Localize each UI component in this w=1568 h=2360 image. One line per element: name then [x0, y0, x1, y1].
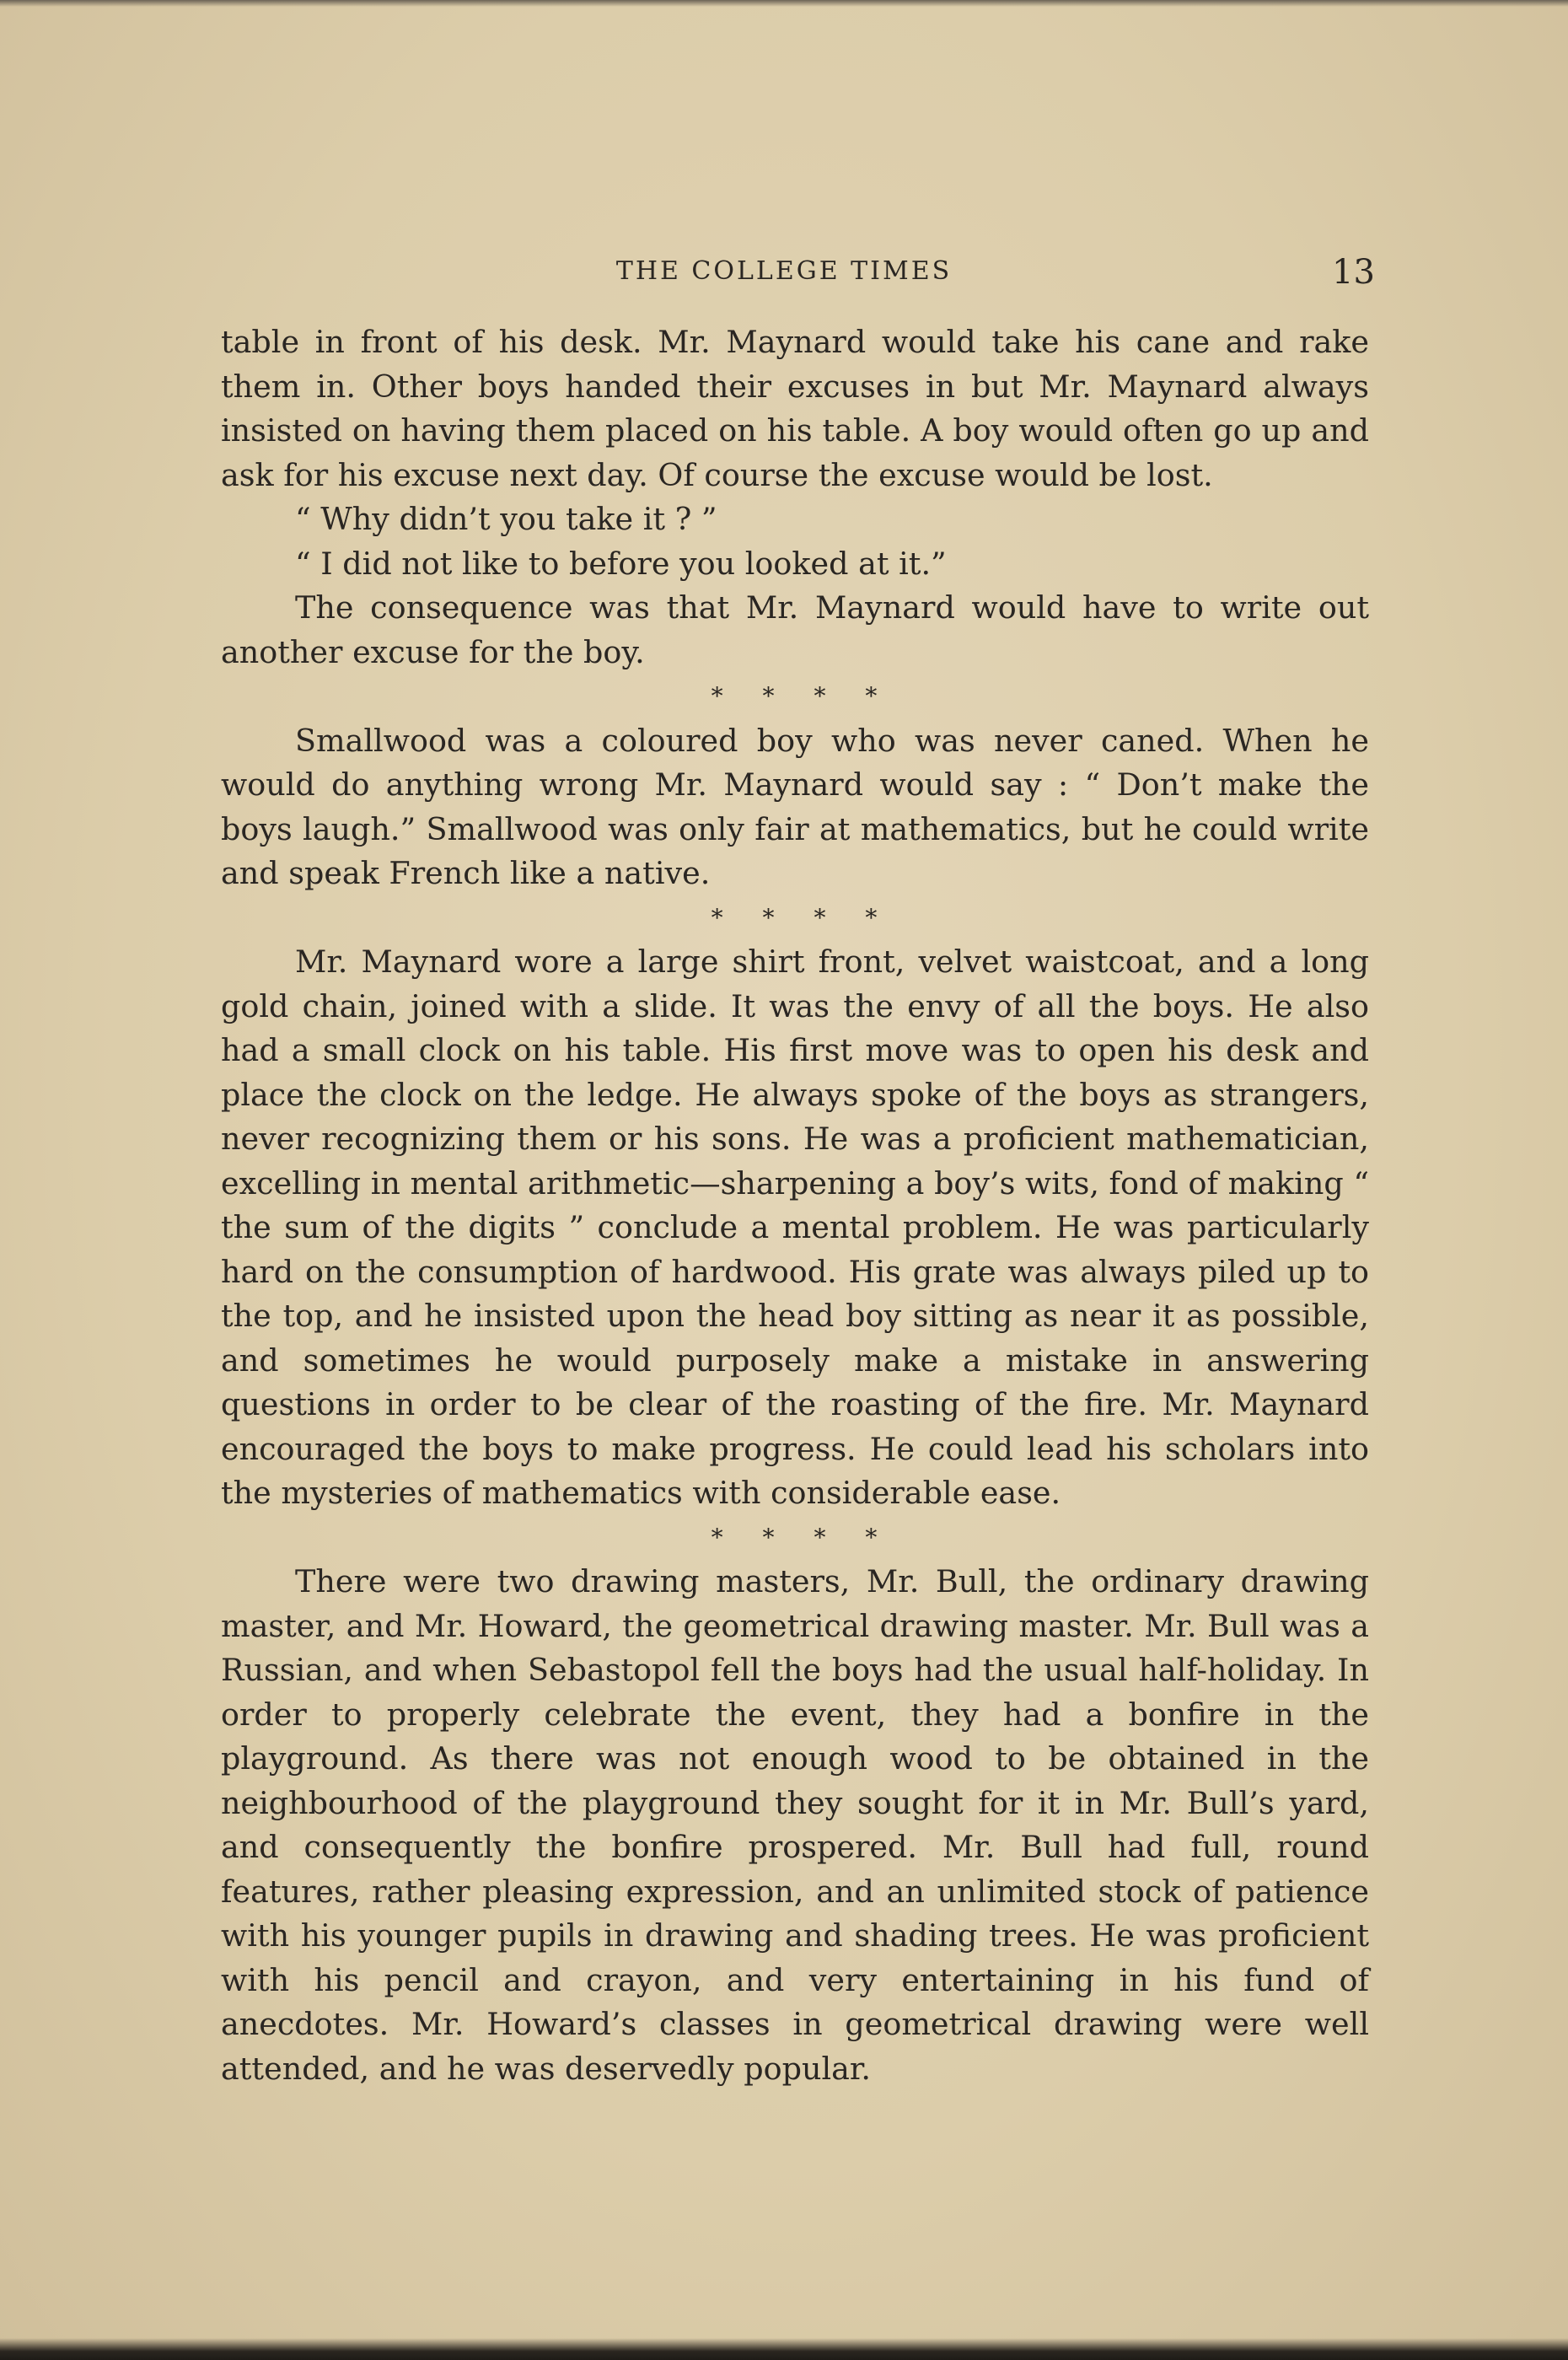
page-bottom-edge [0, 2338, 1568, 2360]
body-text [221, 320, 1369, 2091]
paragraph-dialogue-question: “ Why didn’t you take it ? ” [295, 501, 717, 537]
running-title: THE COLLEGE TIMES [615, 256, 953, 286]
paragraph-maynard-description: Mr. Maynard wore a large shirt front, velvet waistcoat, and a long gold chain, joined with a slide. It was the envy of all the boys. He also had a small clock on his table. His first move was to open his desk and place the clock on the ledge. He always spoke of the boys as strangers, never recognizing them or his sons. He was a proficient mathematician, excelling in mental arithmetic—sharpening a boy’s wits, fond of making “ the sum of the digits ” conclude a mental problem. He was particularly hard on the consumption of hardwood. His grate was always piled up to the top, and he insisted upon the head boy sitting as near it as possible, and sometimes he would purposely make a mistake in answering questions in order to be clear of the roasting of the fire. Mr. Maynard encouraged the boys to make progress. He could lead his scholars into the mysteries of mathematics with considerable ease. [221, 943, 1369, 1511]
section-separator: * * * * [711, 1523, 879, 1551]
section-separator: * * * * [711, 903, 879, 932]
running-head [0, 253, 1568, 290]
page-top-edge [0, 0, 1568, 7]
paragraph-excuses-continued: table in front of his desk. Mr. Maynard would take his cane and rake them in. Other boys handed their excuses in but Mr. Maynard always insisted on having them placed on his table. A boy would often go up and ask for his excuse next day. Of course the excuse would be lost. [221, 324, 1369, 493]
paragraph-dialogue-answer: “ I did not like to before you looked at it.” [295, 545, 947, 582]
paragraph-drawing-masters: There were two drawing masters, Mr. Bull, the ordinary drawing master, and Mr. Howard, the geometrical drawing master. Mr. Bull was a Russian, and when Sebastopol fell the boys had the usual half-holiday. In order to properly celebrate the event, they had a bonfire in the playground. As there was not enough wood to be obtained in the neighbourhood of the playground they sought for it in Mr. Bull’s yard, and consequently the bonfire prospered. Mr. Bull had full, round features, rather pleasing expression, and an unlimited stock of patience with his younger pupils in drawing and shading trees. He was proficient with his pencil and crayon, and very entertaining in his fund of anecdotes. Mr. Howard’s classes in geometrical drawing were well attended, and he was deservedly popular. [221, 1563, 1369, 2087]
section-separator: * * * * [711, 682, 879, 710]
paragraph-consequence: The consequence was that Mr. Maynard would have to write out another excuse for the boy. [221, 589, 1369, 670]
paragraph-smallwood: Smallwood was a coloured boy who was never caned. When he would do anything wrong Mr. Maynard would say : “ Don’t make the boys laugh.” Smallwood was only fair at mathematics, but he could write and speak French like a native. [221, 722, 1369, 891]
page-number: 13 [1332, 253, 1375, 292]
